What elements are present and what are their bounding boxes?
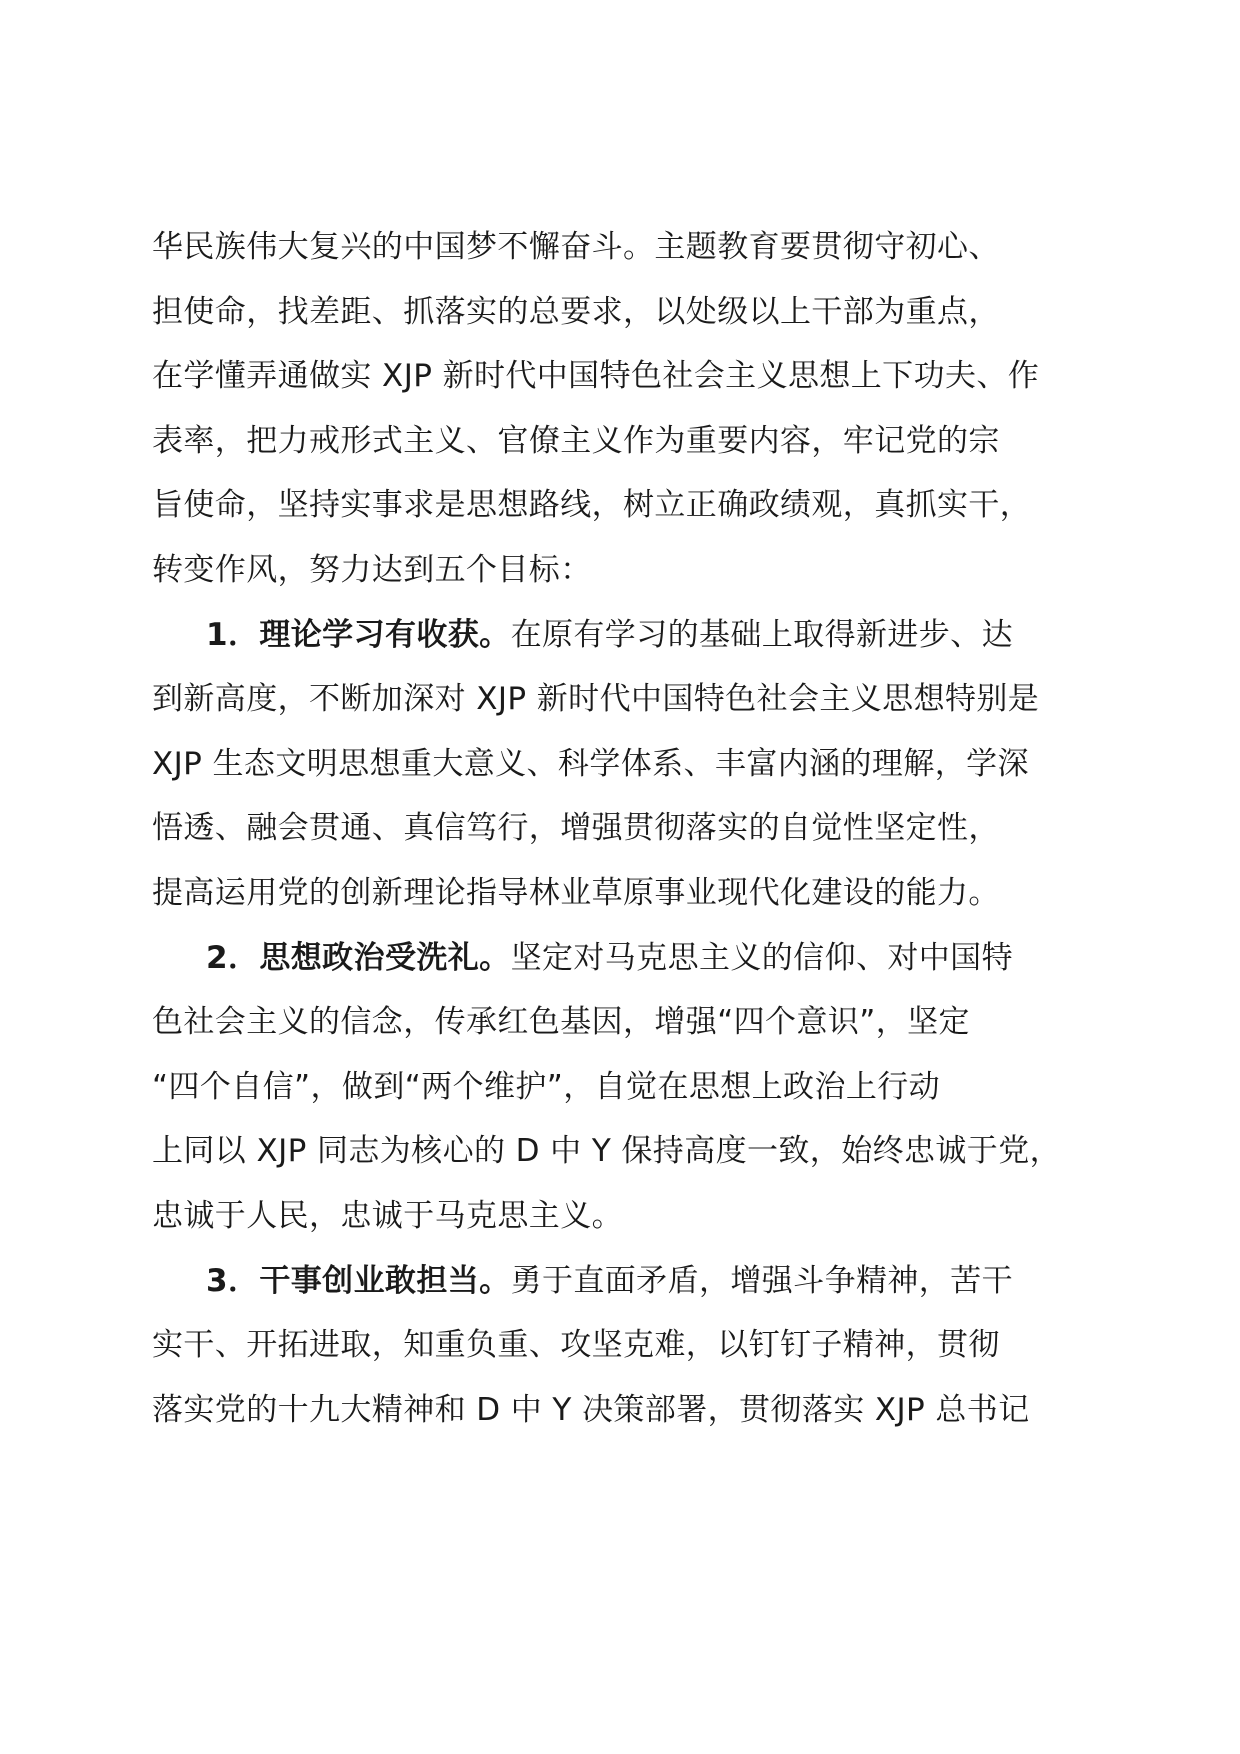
goal-1-first-line <box>152 603 1112 668</box>
goal-1-text: 在原有学习的基础上取得新进步、达 <box>510 616 1013 653</box>
goal-2-first-line <box>152 926 1112 991</box>
paragraph-line: 色社会主义的信念，传承红色基因，增强“四个意识”，坚定 <box>152 1004 970 1041</box>
body-text <box>152 215 1112 1442</box>
paragraph-line: “四个自信”，做到“两个维护”，自觉在思想上政治上行动 <box>152 1068 941 1105</box>
goal-3-heading: 3．干事创业敢担当。 <box>206 1262 511 1299</box>
paragraph-line: 落实党的十九大精神和 D 中 Y 决策部署，贯彻落实 XJP 总书记 <box>152 1391 1030 1428</box>
paragraph-line: 悟透、融会贯通、真信笃行，增强贯彻落实的自觉性坚定性， <box>152 810 1000 847</box>
paragraph-line: 忠诚于人民，忠诚于马克思主义。 <box>152 1197 623 1234</box>
paragraph-line: 实干、开拓进取，知重负重、攻坚克难，以钉钉子精神，贯彻 <box>152 1327 1000 1364</box>
paragraph-line: 在学懂弄通做实 XJP 新时代中国特色社会主义思想上下功夫、作 <box>152 358 1040 395</box>
paragraph-line: 到新高度，不断加深对 XJP 新时代中国特色社会主义思想特别是 <box>152 681 1040 718</box>
paragraph-line: XJP 生态文明思想重大意义、科学体系、丰富内涵的理解，学深 <box>152 745 1029 782</box>
paragraph-line: 转变作风，努力达到五个目标： <box>152 551 592 588</box>
goal-2-heading: 2．思想政治受洗礼。 <box>206 939 511 976</box>
goal-1-heading: 1．理论学习有收获。 <box>206 616 511 653</box>
paragraph-line: 提高运用党的创新理论指导林业草原事业现代化建设的能力。 <box>152 874 1000 911</box>
paragraph-line: 旨使命，坚持实事求是思想路线，树立正确政绩观，真抓实干， <box>152 487 1032 524</box>
paragraph-line: 表率，把力戒形式主义、官僚主义作为重要内容，牢记党的宗 <box>152 422 1000 459</box>
paragraph-line: 上同以 XJP 同志为核心的 D 中 Y 保持高度一致，始终忠诚于党， <box>152 1133 1062 1170</box>
goal-3-first-line <box>152 1249 1112 1314</box>
goal-2-text: 坚定对马克思主义的信仰、对中国特 <box>510 939 1013 976</box>
goal-3-text: 勇于直面矛盾，增强斗争精神，苦干 <box>510 1262 1013 1299</box>
paragraph-line: 华民族伟大复兴的中国梦不懈奋斗。主题教育要贯彻守初心、 <box>152 229 1000 265</box>
paragraph-line: 担使命，找差距、抓落实的总要求，以处级以上干部为重点， <box>152 293 1000 330</box>
